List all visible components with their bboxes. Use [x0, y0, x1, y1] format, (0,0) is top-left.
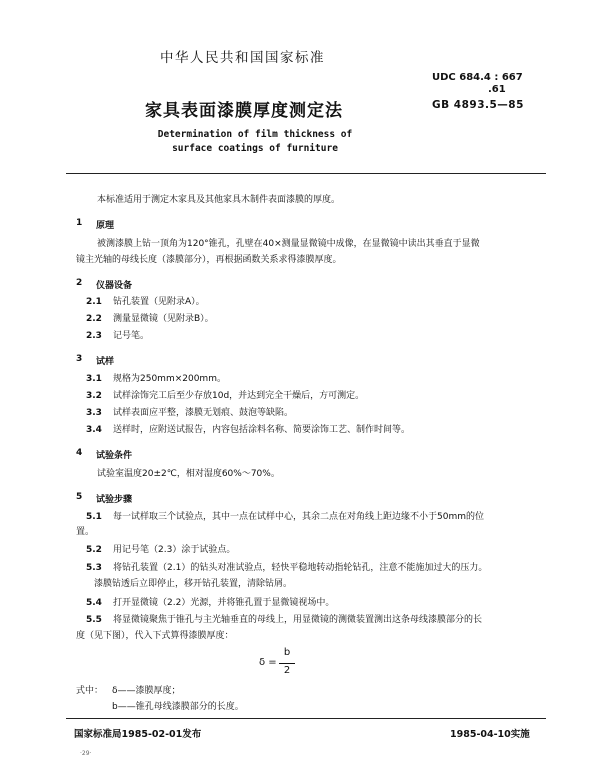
item-3-4-number: 3.4: [86, 425, 102, 435]
footer-divider: [66, 718, 546, 719]
effective-date: 1985-04-10实施: [450, 729, 530, 740]
item-5-4-text: 打开显微镜（2.2）光源，并将锥孔置于显微镜视场中。: [113, 598, 335, 608]
formula-fraction-bar: [279, 663, 295, 664]
item-2-1-text: 钻孔装置（见附录A）。: [113, 297, 205, 307]
item-2-3-number: 2.3: [86, 331, 102, 341]
item-5-3-line1: 将钻孔装置（2.1）的钻头对准试验点，轻快平稳地转动指轮钻孔，注意不能施加过大的压力。: [113, 563, 488, 573]
formula-lhs: δ =: [259, 657, 277, 668]
where-def-1: δ——漆膜厚度；: [112, 686, 181, 696]
section-5-title: 试验步骤: [96, 495, 133, 505]
section-2-title: 仪器设备: [96, 281, 133, 291]
formula-numerator: b: [283, 647, 291, 658]
where-prefix: 式中：: [76, 686, 104, 696]
item-3-2-text: 试样涂饰完工后至少存放10d，并达到完全干燥后，方可测定。: [113, 391, 365, 401]
item-3-1-text: 规格为250mm×200mm。: [113, 374, 226, 384]
section-4-title: 试验条件: [96, 451, 133, 461]
page-mark: ·29·: [80, 750, 92, 757]
intro-text: 本标准适用于测定木家具及其他家具木制件表面漆膜的厚度。: [97, 195, 341, 205]
item-2-1-number: 2.1: [86, 297, 102, 307]
item-3-2-number: 3.2: [86, 391, 102, 401]
section-1-text-line1: 被测漆膜上钻一顶角为120°锥孔，孔壁在40×测量显微镜中成像，在显微镜中读出其垂直于显微: [97, 239, 480, 249]
page-title: 家具表面漆膜厚度测定法: [145, 101, 343, 121]
section-1-text-line2: 镜主光轴的母线长度（漆膜部分），再根据函数关系求得漆膜厚度。: [76, 255, 342, 265]
item-5-2-text: 用记号笔（2.3）涂于试验点。: [113, 545, 236, 555]
item-2-3-text: 记号笔。: [113, 331, 150, 341]
item-5-3-number: 5.3: [86, 563, 102, 573]
udc-code: [432, 72, 523, 96]
item-5-2-number: 5.2: [86, 545, 102, 555]
item-5-5-line2: 度（见下图），代入下式算得漆膜厚度：: [76, 631, 234, 641]
udc-line2: .61: [488, 84, 506, 95]
formula-denominator: 2: [283, 665, 291, 676]
header-divider: [66, 173, 546, 174]
item-5-1-line1: 每一试样取三个试验点，其中一点在试样中心，其余二点在对角线上距边缘不小于50mm的位: [113, 512, 484, 522]
udc-line1: UDC 684.4 : 667: [432, 72, 523, 83]
where-def-2: b——锥孔母线漆膜部分的长度。: [112, 702, 244, 712]
section-2-number: 2: [76, 278, 83, 288]
item-3-3-text: 试样表面应平整，漆膜无划痕、鼓泡等缺陷。: [113, 408, 294, 418]
item-2-2-text: 测量显微镜（见附录B）。: [113, 314, 214, 324]
title-en-line1: Determination of film thickness of: [157, 129, 353, 140]
section-5-number: 5: [76, 492, 83, 502]
issued-date: 国家标准局1985-02-01发布: [74, 729, 202, 740]
item-5-3-line2: 漆膜钻透后立即停止，移开钻孔装置，清除钻屑。: [94, 579, 293, 589]
item-5-1-line2: 置。: [76, 527, 95, 537]
item-5-5-number: 5.5: [86, 615, 102, 625]
section-1-number: 1: [76, 218, 83, 228]
section-1-title: 原理: [96, 221, 115, 231]
section-3-number: 3: [76, 354, 83, 364]
section-4-text: 试验室温度20±2℃，相对湿度60%～70%。: [97, 469, 280, 479]
item-5-1-number: 5.1: [86, 512, 102, 522]
section-4-number: 4: [76, 448, 83, 458]
section-3-title: 试样: [96, 357, 115, 367]
item-3-1-number: 3.1: [86, 374, 102, 384]
item-3-3-number: 3.3: [86, 408, 102, 418]
item-2-2-number: 2.2: [86, 314, 102, 324]
title-en-line2: surface coatings of furniture: [172, 143, 338, 154]
item-3-4-text: 送样时，应附送试报告，内容包括涂料名称、简要涂饰工艺、制作时间等。: [113, 425, 411, 435]
item-5-5-line1: 将显微镜聚焦于锥孔与主光轴垂直的母线上，用显微镜的测微装置测出这条母线漆膜部分的长: [113, 615, 483, 625]
gb-number: GB 4893.5—85: [432, 99, 524, 111]
standard-type: 中华人民共和国国家标准: [160, 50, 325, 66]
item-5-4-number: 5.4: [86, 598, 102, 608]
